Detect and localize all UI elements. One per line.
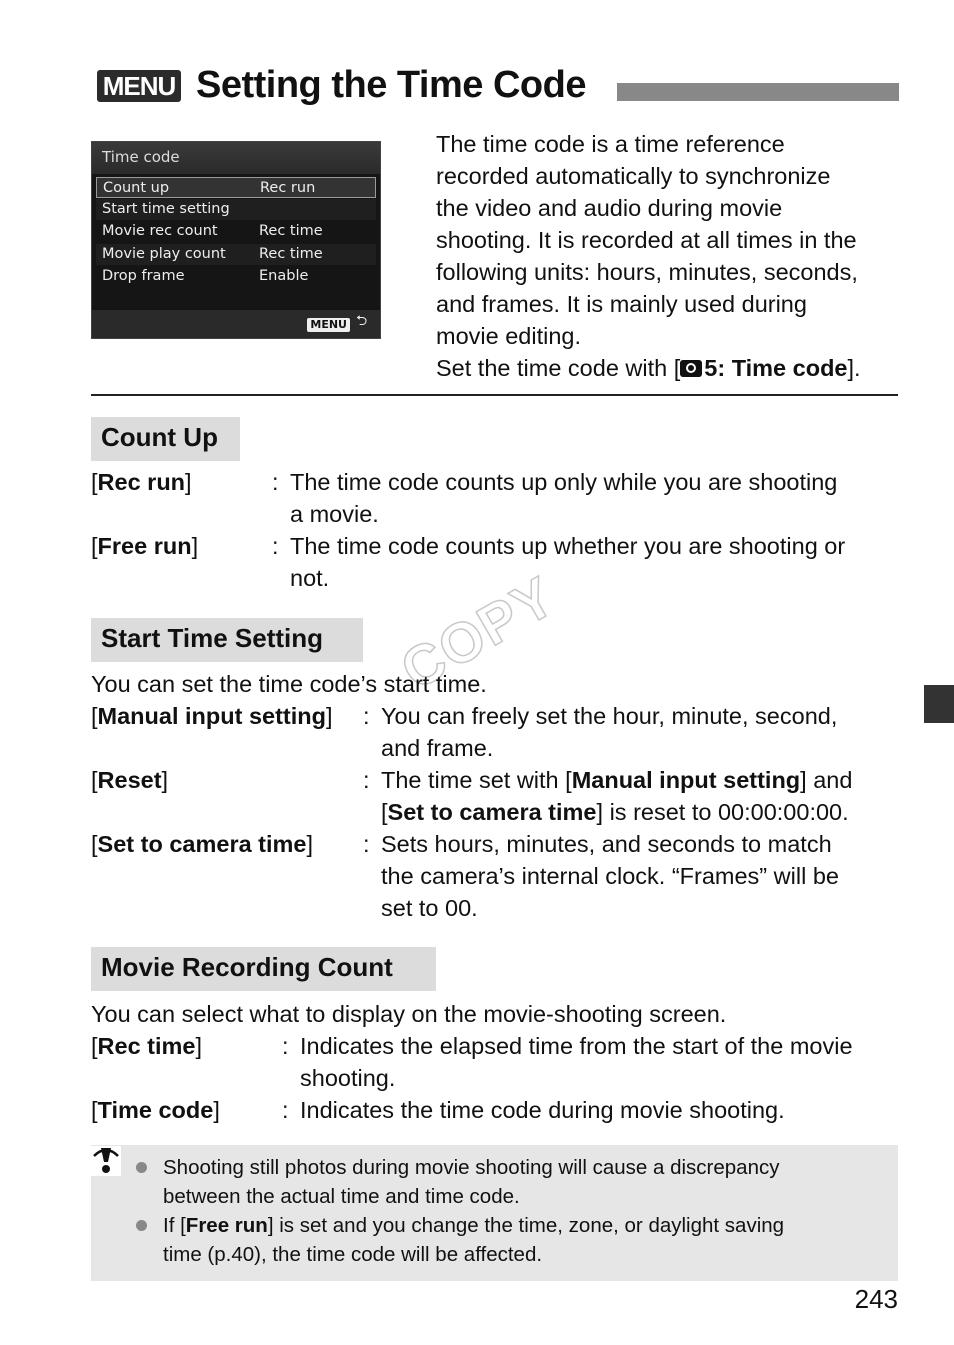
screen-title: Time code [102,148,180,166]
screen-row-movie-rec-count [96,221,376,242]
screen-row-label: Count up [103,180,170,196]
colon: : [363,767,370,793]
section-heading-movie-rec-count: Movie Recording Count [91,947,436,991]
screen-row-count-up [96,177,376,198]
chapter-tab [924,685,954,723]
desc-line: [Set to camera time] is reset to 00:00:00:00. [381,799,849,825]
colon: : [363,703,370,729]
desc-line: The time code counts up only while you are shooting [290,469,838,495]
term-reset: [Reset] [91,767,169,793]
screen-row-label: Start time setting [102,201,230,217]
desc-line: not. [290,565,330,591]
intro-line: recorded automatically to synchronize [436,163,831,189]
desc-line: You can freely set the hour, minute, second, [381,703,838,729]
term-rec-run: [Rec run] [91,469,192,495]
intro-line: and frames. It is mainly used during [436,291,807,317]
set-prefix: Set the time code with [ [436,355,681,381]
set-suffix: ]. [847,355,861,381]
menu-badge: MENU [97,70,181,102]
screen-row-label: Drop frame [102,268,185,284]
screen-row-value: Rec time [259,246,323,262]
term-free-run: [Free run] [91,533,199,559]
desc-line: the camera’s internal clock. “Frames” will be [381,863,839,889]
term-manual-input: [Manual input setting] [91,703,333,729]
screen-row-label: Movie play count [102,246,226,262]
section-heading-count-up: Count Up [91,417,240,461]
intro-line: following units: hours, minutes, seconds, [436,259,858,285]
camera-shooting-icon [680,360,702,377]
caution-icon [91,1146,121,1176]
desc-line: The time code counts up whether you are shooting or [290,533,846,559]
title-decor-bar [617,83,899,101]
section-divider [91,394,898,396]
start-time-intro: You can set the time code’s start time. [91,671,487,697]
screen-row-start-time [96,199,376,220]
desc-rec-run [290,466,900,530]
desc-line: set to 00. [381,895,478,921]
desc-line: and frame. [381,735,494,761]
term-time-code: [Time code] [91,1097,220,1123]
colon: : [363,831,370,857]
desc-reset [381,764,901,828]
colon: : [272,469,279,495]
desc-set-to-camera-time [381,828,901,924]
desc-line: a movie. [290,501,379,527]
intro-set-line [436,352,906,384]
desc-manual-input [381,700,901,764]
intro-line: movie editing. [436,323,581,349]
screen-row-value: Rec run [260,180,316,196]
intro-line: the video and audio during movie [436,195,783,221]
term-rec-time: [Rec time] [91,1033,203,1059]
bullet [136,1220,147,1231]
bullet [136,1162,147,1173]
page-title: Setting the Time Code [196,64,586,106]
colon: : [272,533,279,559]
desc-line: shooting. [300,1065,396,1091]
movie-rec-intro: You can select what to display on the movie-shooting screen. [91,1001,727,1027]
caution-bullet-1 [163,1153,893,1211]
desc-line: Indicates the elapsed time from the start of the movie [300,1033,853,1059]
camera-menu-screen [91,141,381,339]
screen-row-value: Rec time [259,223,323,239]
page-number: 243 [854,1284,898,1314]
note-text: between the actual time and time code. [163,1185,520,1208]
intro-line: The time code is a time reference [436,131,785,157]
desc-free-run [290,530,900,594]
note-text: Shooting still photos during movie shooting will cause a discrepancy [163,1156,780,1179]
intro-text [436,128,906,384]
screen-row-value: Enable [259,268,309,284]
colon: : [282,1033,289,1059]
screen-menu-button: MENU [307,318,350,332]
desc-line: The time set with [Manual input setting] and [381,767,853,793]
colon: : [282,1097,289,1123]
copy-watermark: COPY [390,563,567,702]
screen-row-movie-play-count [96,244,376,265]
desc-time-code [300,1094,910,1126]
menu-ref: 5: Time code [704,355,848,381]
caution-bullet-2 [163,1211,893,1269]
screen-row-drop-frame [96,266,376,287]
desc-line: Indicates the time code during movie shooting. [300,1097,785,1123]
note-text: time (p.40), the time code will be affected. [163,1243,543,1266]
section-heading-start-time: Start Time Setting [91,618,363,662]
screen-row-label: Movie rec count [102,223,218,239]
term-set-to-camera-time: [Set to camera time] [91,831,314,857]
return-arrow-icon: ⮌ [356,313,368,329]
desc-rec-time [300,1030,910,1094]
desc-line: Sets hours, minutes, and seconds to match [381,831,832,857]
intro-line: shooting. It is recorded at all times in the [436,227,857,253]
note-text: If [Free run] is set and you change the time, zone, or daylight saving [163,1214,785,1237]
